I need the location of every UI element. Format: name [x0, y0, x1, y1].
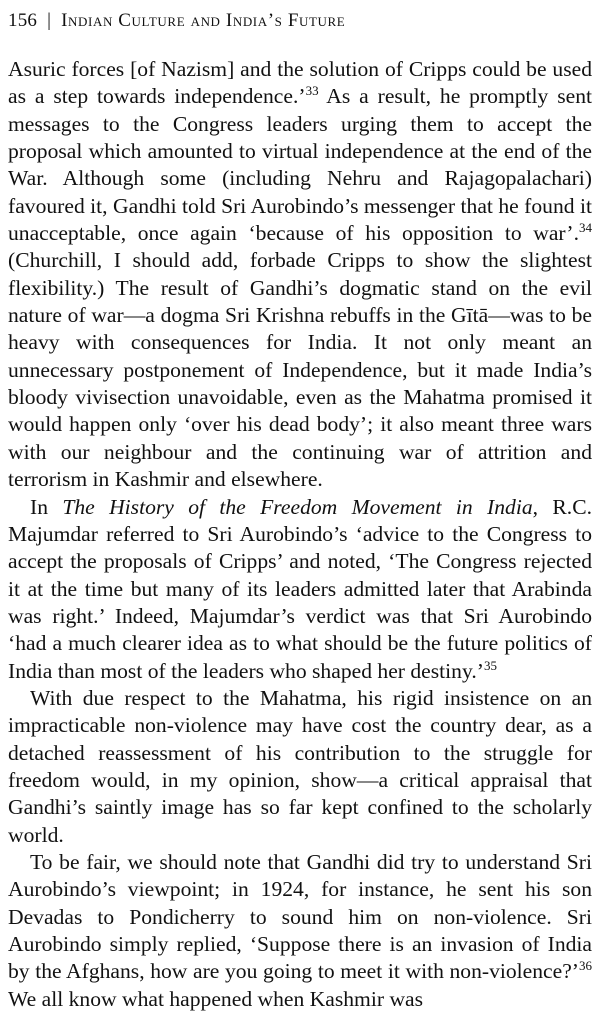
footnote-ref: 35: [483, 657, 497, 673]
text-run: In: [30, 494, 63, 519]
footnote-ref: 34: [579, 220, 592, 236]
text-run: We all know what happened when Kashmir was: [8, 986, 424, 1011]
footnote-ref: 36: [579, 958, 592, 974]
text-run: Asuric forces [of Nazism] and the solution of Cripps could be used as a step towards independence.’: [8, 57, 592, 109]
body-text: [8, 56, 592, 1013]
text-run: To be fair, we should note that Gandhi did try to understand Sri Aurobindo’s viewpoint; in 1924, for instance, he sent his son Devadas to Pondicherry to sound him on non-violence. Sri Aurobindo simply replied, ‘Suppose there is an invasion of India by the Afghans, how are you going to meet it with non-violence?’: [8, 849, 592, 984]
text-run: As a result, he promptly sent messages to the Congress leaders urging them to accept the proposal which amounted to virtual independence at the end of the War. Although some (including Nehru and Rajagopalachari) favoured it, Gandhi told Sri Aurobindo’s messenger that he found it unacceptable, once again ‘because of his opposition to war’.: [8, 84, 593, 246]
page-number: 156: [8, 10, 38, 31]
text-run: , R.C. Majumdar referred to Sri Aurobindo’s ‘advice to the Congress to accept the proposals of Cripps’ and noted, ‘The Congress rejected it at the time but many of its leaders admitted later that Arabinda was right.’ Indeed, Majumdar’s verdict was that Sri Aurobindo ‘had a much clearer idea as to what should be the future politics of India than most of the leaders who shaped her destiny.’: [8, 494, 592, 683]
footnote-ref: 33: [305, 83, 319, 99]
running-head: [8, 8, 592, 34]
text-run: (Churchill, I should add, forbade Cripps to show the slightest flexibility.) The result of Gandhi’s dogmatic stand on the evil nature of war—a dogma Sri Krishna rebuffs in the Gītā—was to be heavy with consequences for India. It not only meant an unnecessary postponement of Independence, but it made India’s bloody vivisection unavoidable, even as the Mahatma promised it would happen only ‘over his dead body’; it also meant three wars with our neighbour and the continuing war of attrition and terrorism in Kashmir and elsewhere.: [8, 248, 592, 492]
paragraph: [8, 849, 592, 1013]
paragraph: [8, 685, 592, 849]
header-separator: |: [47, 10, 52, 31]
paragraph: [8, 494, 592, 685]
italic-title: The History of the Freedom Movement in India: [62, 494, 533, 519]
text-run: With due respect to the Mahatma, his rigid insistence on an impracticable non-violence may have cost the country dear, as a detached reassessment of his contribution to the struggle for freedom would, in my opinion, show—a critical appraisal that Gandhi’s saintly image has so far kept confined to the scholarly world.: [8, 685, 592, 847]
paragraph: [8, 56, 592, 494]
running-title: Indian Culture and India’s Future: [61, 10, 346, 31]
